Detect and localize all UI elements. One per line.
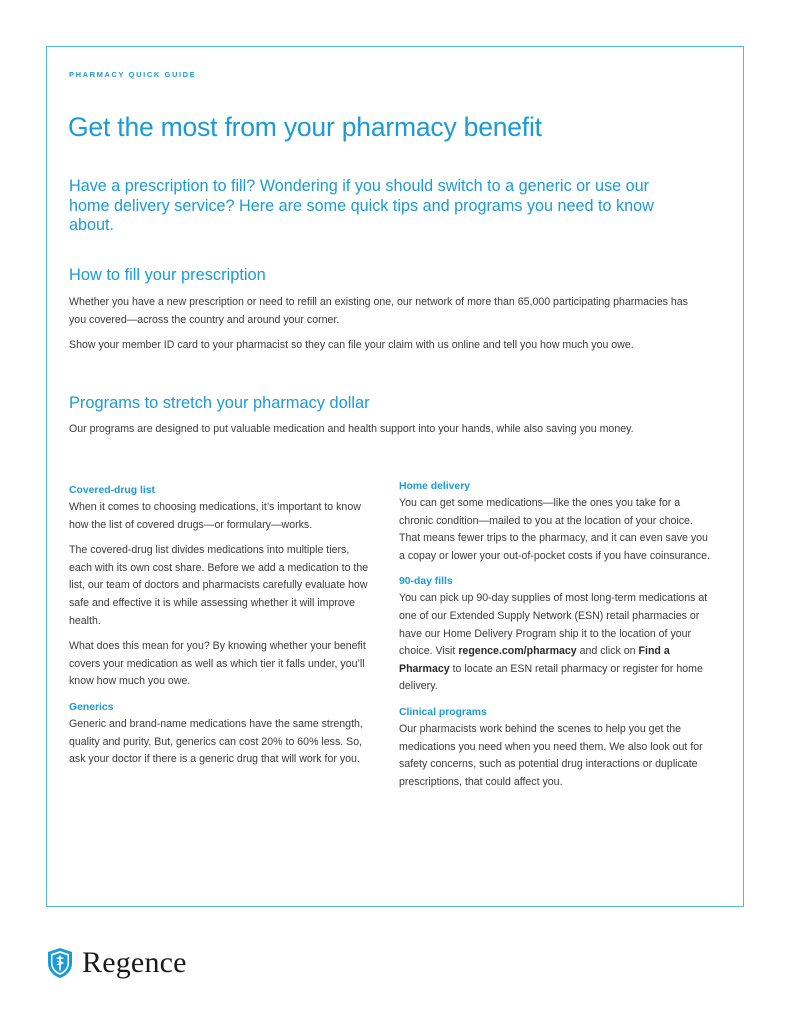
covered-paragraph-2: The covered-drug list divides medications into multiple tiers, each with its own cost share. Before we add a medication to the list, our team of doctors and pharmacists carefully evaluate how safe and effective it is while assessing whether it will improve health. <box>69 544 369 627</box>
fills-text: You can pick up 90-day supplies of most long-term medications at one of our Extended Supply Network (ESN) retail pharmacies or have our Home Delivery Program ship it to the location of your choice. <box>399 592 708 658</box>
regence-logo <box>47 946 187 980</box>
home-delivery-heading: Home delivery <box>399 481 471 492</box>
find-a-pharmacy-label: Find a Pharmacy <box>399 645 670 675</box>
ninety-day-fills-heading: 90-day fills <box>399 576 453 588</box>
blue-cross-blue-shield-icon <box>47 947 73 979</box>
clinical-programs-paragraph: Our pharmacists work behind the scenes to help you get the medications you need when you need them. We also look out for safety concerns, such as potential drug interactions or duplicate prescriptions, that could affect you. <box>399 722 703 788</box>
home-delivery-paragraph: You can get some medications—like the ones you take for a chronic condition—mailed to you at the location of your choice. That means fewer trips to the pharmacy, and it can even save you a copay or lower your out-of-pocket costs if you have coinsurance. <box>399 497 710 562</box>
left-column <box>69 482 369 769</box>
eyebrow-label: PHARMACY QUICK GUIDE <box>69 70 197 79</box>
programs-paragraph: Our programs are designed to put valuable medication and health support into your hands, while also saving you money. <box>69 423 634 435</box>
right-column <box>399 478 711 791</box>
generics-paragraph: Generic and brand-name medications have the same strength, quality and purity. But, generics can cost 20% to 60% less. So, ask your doctor if there is a generic drug that will work for you. <box>69 717 363 766</box>
ninety-day-fills-paragraph <box>399 590 711 696</box>
visit-text: Visit <box>435 645 456 658</box>
fill-paragraph-1: Whether you have a new prescription or need to refill an existing one, our network of more than 65,000 participating pharmacies has you covered—across the country and around your corner. <box>69 296 688 326</box>
covered-paragraph-3: What does this mean for you? By knowing whether your benefit covers your medication as well as which tier it falls under, you’ll know how much you owe. <box>69 640 366 688</box>
generics-heading: Generics <box>69 701 114 713</box>
programs-section-heading: Programs to stretch your pharmacy dollar <box>69 394 370 412</box>
covered-paragraph-1: When it comes to choosing medications, it’s important to know how the list of covered drugs—or formulary—works. <box>69 501 361 531</box>
fill-section-heading: How to fill your prescription <box>69 266 266 284</box>
fill-paragraph-2: Show your member ID card to your pharmacist so they can file your claim with us online and tell you how much you owe. <box>69 339 634 351</box>
brand-name: Regence <box>82 946 187 979</box>
intro-text: Have a prescription to fill? Wondering if you should switch to a generic or use our home delivery service? Here are some quick tips and programs you need to know about. <box>69 177 654 234</box>
fills-rest-text: to locate an ESN retail pharmacy or register for home delivery. <box>399 662 703 693</box>
clinical-programs-heading: Clinical programs <box>399 706 487 718</box>
pharmacy-link[interactable]: regence.com/pharmacy <box>458 645 577 658</box>
and-click-text: and click on <box>579 645 636 658</box>
page-title: Get the most from your pharmacy benefit <box>68 112 542 142</box>
covered-drug-list-heading: Covered-drug list <box>69 485 156 496</box>
